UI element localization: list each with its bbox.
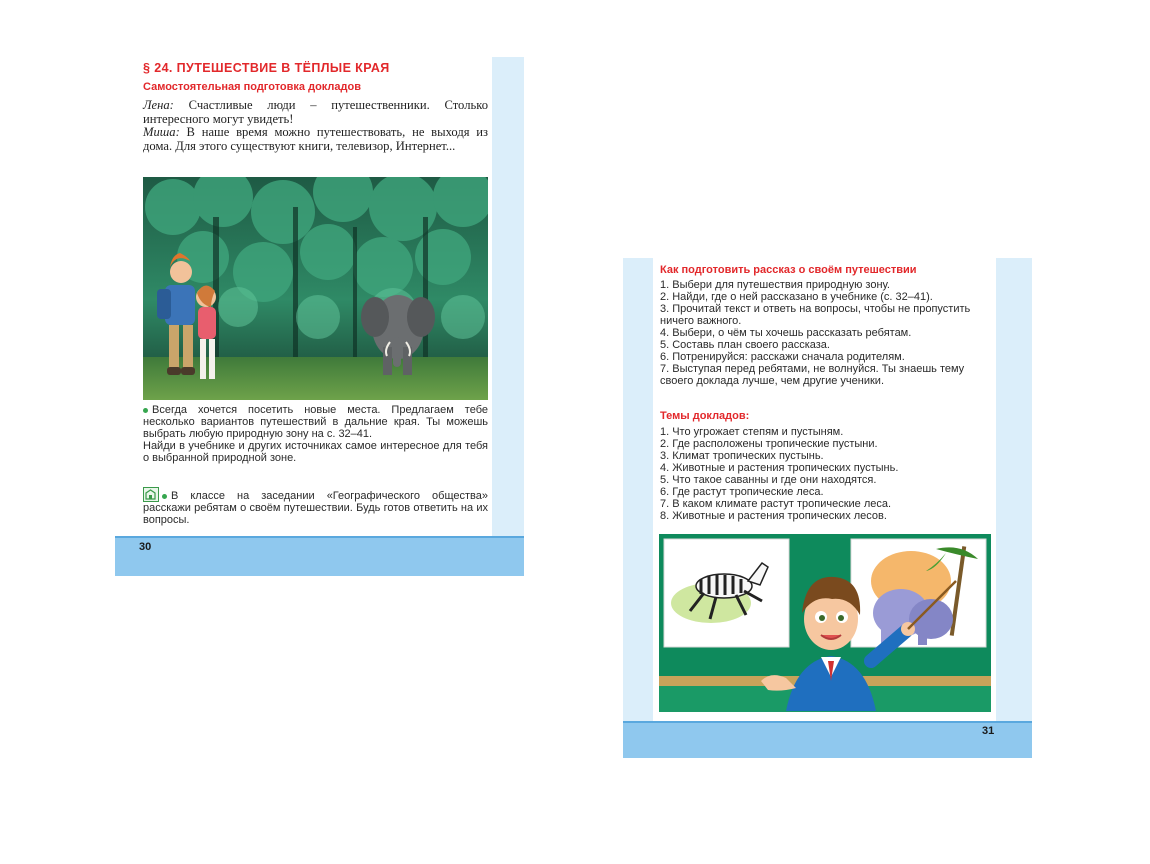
dialog-line	[143, 99, 488, 126]
list-item: 2. Где расположены тропические пустыни.	[660, 438, 878, 450]
green-bullet-icon	[143, 408, 148, 413]
lesson-title: § 24. ПУТЕШЕСТВИЕ В ТЁПЛЫЕ КРАЯ	[143, 61, 390, 75]
dialog-text: Счастливые люди – путешественники. Столько интересного могут увидеть!	[143, 98, 488, 126]
topics-list	[660, 426, 993, 522]
classroom-illustration	[656, 531, 994, 715]
list-item: 4. Животные и растения тропических пустынь.	[660, 462, 899, 474]
list-item: 5. Что такое саванны и где они находятся.	[660, 474, 877, 486]
dialog-line	[143, 126, 488, 153]
list-item: 6. Где растут тропические леса.	[660, 486, 824, 498]
jungle-scene-image	[143, 177, 488, 400]
list-item: 2. Найди, где о ней рассказано в учебнике (с. 32–41).	[660, 291, 933, 303]
page-side-strip	[492, 57, 524, 576]
list-item: 7. В каком климате растут тропические леса.	[660, 498, 892, 510]
howto-steps-list	[660, 279, 993, 387]
speaker-name: Миша:	[143, 125, 180, 139]
page-number: 30	[139, 541, 152, 553]
intro-paragraph: Всегда хочется посетить новые места. Предлагаем тебе несколько вариантов путешествий в дальние края. Ты можешь выбрать любую природную зону на с. 32–41.	[143, 404, 488, 440]
page-footer	[623, 721, 1032, 758]
list-item: 1. Что угрожает степям и пустыням.	[660, 426, 844, 438]
footer-divider	[115, 536, 524, 538]
page-footer	[115, 536, 524, 576]
list-item: 3. Прочитай текст и ответь на вопросы, чтобы не пропустить ничего важного.	[660, 303, 971, 327]
textbook-page-31	[623, 258, 1032, 758]
dialog	[143, 99, 488, 153]
list-item: 4. Выбери, о чём ты хочешь рассказать ребятам.	[660, 327, 912, 339]
list-item: 1. Выбери для путешествия природную зону.	[660, 279, 890, 291]
school-board-icon	[143, 487, 159, 502]
list-item: 3. Климат тропических пустынь.	[660, 450, 824, 462]
research-paragraph: Найди в учебнике и других источниках самое интересное для тебя о выбранной природной зоне.	[143, 440, 488, 464]
list-item: 6. Потренируйся: расскажи сначала родителям.	[660, 351, 905, 363]
list-item: 7. Выступая перед ребятами, не волнуйся. Ты знаешь тему своего доклада лучше, чем другие ученики.	[660, 363, 965, 387]
page-number: 31	[982, 725, 995, 737]
teacher-board-image	[656, 531, 994, 715]
page-side-strip	[996, 258, 1032, 758]
classroom-paragraph: В классе на заседании «Географического общества» расскажи ребятам о своём путешествии. Будь готов ответить на их вопросы.	[143, 487, 488, 526]
footer-divider	[623, 721, 1032, 723]
howto-heading: Как подготовить рассказ о своём путешествии	[660, 264, 917, 276]
topics-heading: Темы докладов:	[660, 410, 750, 422]
assignment-text	[143, 404, 488, 464]
list-item: 8. Животные и растения тропических лесов.	[660, 510, 887, 522]
speaker-name: Лена:	[143, 98, 174, 112]
jungle-elephant-illustration	[143, 177, 488, 400]
list-item: 5. Составь план своего рассказа.	[660, 339, 830, 351]
page-side-strip	[623, 258, 653, 758]
zebra-picture	[664, 539, 789, 647]
dialog-text: В наше время можно путешествовать, не выходя из дома. Для этого существуют книги, телевизор, Интернет...	[143, 125, 488, 153]
textbook-page-30	[115, 57, 524, 576]
green-bullet-icon	[162, 494, 167, 499]
classroom-task	[143, 487, 488, 526]
lesson-subtitle: Самостоятельная подготовка докладов	[143, 81, 362, 93]
elephants-picture	[851, 539, 986, 647]
